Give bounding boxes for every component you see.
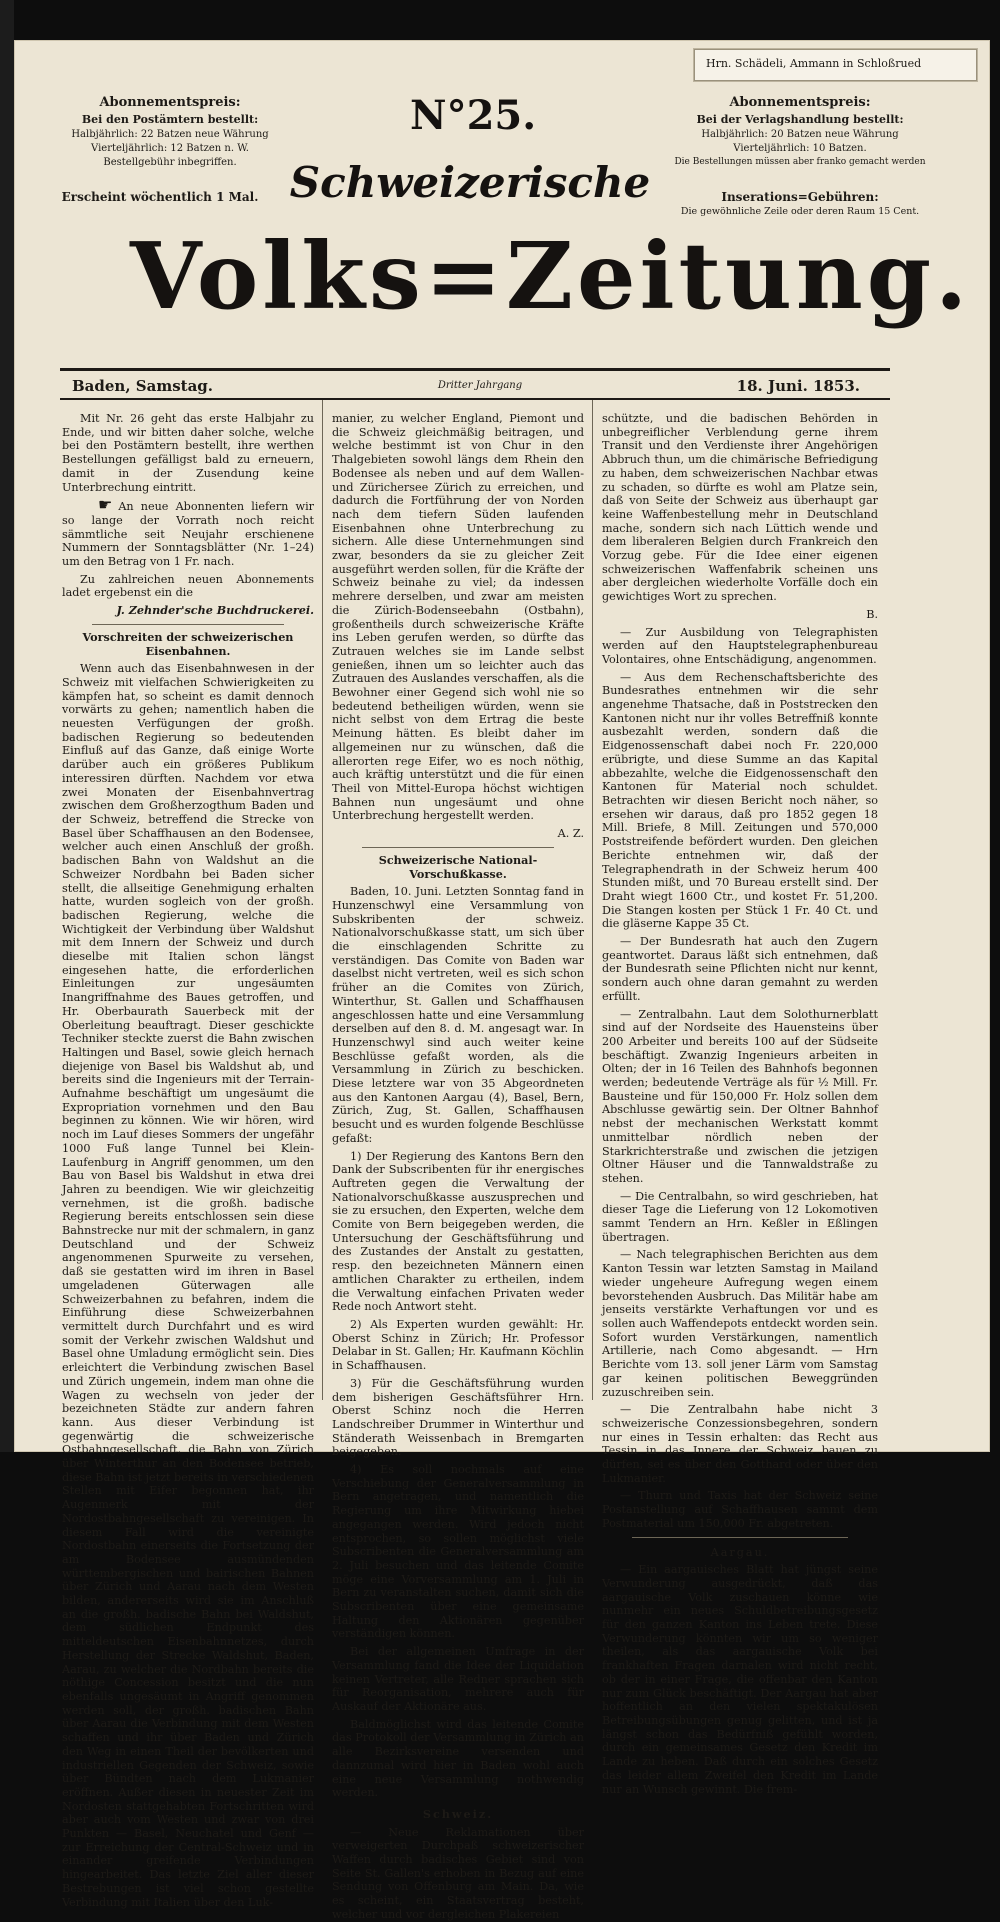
new-subscribers-notice bbox=[62, 495, 314, 569]
savings-paragraph-4: 3) Für die Geschäftsführung wurden dem bisherigen Geschäftsführer Hrn. Oberst Schinz noch die Herren Landschreiber Drummer in Winterthur und Ständerath Weissenbach in Bremgarten beigegeben. bbox=[332, 1376, 584, 1459]
masthead-title-line2: Volks=Zeitung. bbox=[130, 222, 972, 330]
left-price-line2: Vierteljährlich: 12 Batzen n. W. bbox=[91, 143, 249, 154]
aargau-paragraph-1: — Ein aargauisches Blatt hat jüngst seine Verwunderung ausgedrückt, daß das aargauische Volk zuschauen könne wie nunmehr ein neues Schuldbetreibungsgesetz für den ganzen Kanton ins Leben trete. Diese Verwunderung könnten wir um so weniger theilen, als das aargauische Volk bei frankhaften Fragen darnalen wird nicht recht, ob der in einer Frage, die offenbar den Kanton nur zum Glück beschäftigt. Der Aargau hat aber hoffentlich an den vielen spektakulösen Betreibungsübungen genug gelitten, und ist ja längst schon das Bedürfniß gefühlt worden, durch ein gemeinsames Gesetz den Kredit im Lande zu heben. Daß durch ein solches Gesetz das leider allem Zweifel den Kredit im Lande nur an Wunsch gewinnt. Die frem- bbox=[602, 1563, 878, 1796]
column-1 bbox=[62, 412, 315, 1909]
right-price-line3: Die Bestellungen müssen aber franko gemacht werden bbox=[674, 157, 926, 167]
masthead-title-line1: Schweizerische bbox=[289, 158, 651, 207]
insertion-fees-line: Die gewöhnliche Zeile oder deren Raum 15 Cent. bbox=[680, 206, 920, 217]
dateline-date: 18. Juni. 1853. bbox=[736, 377, 860, 395]
concession-report: — Die Zentralbahn habe nicht 3 schweizerische Conzessionsbegehren, sondern nur eines in Tessin erhalten: das Recht aus Tessin in das Innere der Schweiz bauen zu dürfen, sei es über den Gotthard oder über den Lukmanier. bbox=[602, 1403, 878, 1485]
address-label bbox=[693, 48, 978, 82]
telegraph-notice: — Zur Ausbildung von Telegraphisten werden auf den Hauptstelegraphenbureau Volontaires, ohne Entschädigung, angenommen. bbox=[602, 625, 878, 666]
article-railways-body: Wenn auch das Eisenbahnwesen in der Schweiz mit vielfachen Schwierigkeiten zu kämpfen hat, so scheint es damit dennoch vorwärts zu gehen; namentlich haben die neuesten Verfügungen der großh. badischen Regierung so bedeutenden Einfluß auf das Ganze, daß einige Worte darüber auch ein größeres Publikum interessiren dürften. Nachdem vor etwa zwei Monaten der Eisenbahnvertrag zwischen dem Großherzogthum Baden und der Schweiz, betreffend die Strecke von Basel über Schaffhausen an den Bodensee, welcher auch einen Anschluß der großh. badischen Bahn von Waldshut an die Schweizer Nordbahn bei Baden sicher stellt, die allseitige Genehmigung erhalten hatte, wurden sogleich von der großh. badischen Regierung, welche die Wichtigkeit der Verbindung über Waldshut mit dem Innern der Schweiz und durch dieselbe mit Italien schon längst eingesehen hatte, die erforderlichen Einleitungen zur ungesäumten Inangriffnahme des Baues getroffen, und Hr. Oberbaurath Sauerbeck mit der Oberleitung beauftragt. Dieser geschickte Techniker steckte zuerst die Bahn zwischen Haltingen und Basel, sowie gleich hernach diejenige von Basel bis Waldshut ab, und bereits sind die Ingenieurs mit der Terrain-Aufnahme beschäftigt um ungesäumt die Expropriation vornehmen und den Bau beginnen zu können. Wie wir hören, wird noch im Lauf dieses Sommers der ungefähr 1000 Fuß lange Tunnel bei Klein-Laufenburg in Angriff genommen, um den Bau von Basel bis Waldshut in etwa drei Jahren zu beendigen. Wie wir gleichzeitig vernehmen, ist die großh. badische Regierung bereits entschlossen sein diese Bahnstrecke nur mit der schmalern, in ganz Deutschland und der Schweiz angenommenen Spurweite zu versehen, daß sie gestatten wird im ihren in Basel umgeladenen Güterwagen alle Schweizerbahnen zu befahren, indem die Einführung diese Schweizerbahnen vermittelt durch Durchfahrt und es wird somit der Verkehr zwischen Waldshut und Basel ohne Umladung ermöglicht sein. Dies erleichtert die Verbindung zwischen Basel und Zürich ungemein, indem man ohne die Wagen zu wechseln von jeder der bezeichneten Städte zur andern fahren kann. Aus dieser Verbindung ist gegenwärtig die schweizerische Ostbahngesellschaft, die Bahn von Zürich über Winterthur an den Bodensee betrieb, diese Bahn ist jetzt bereits in verschiedenen Stellen mit Eifer begonnen hat, ihr Augenmerk mit der Nordostbahngesellschaft zu vereinigen. In diesem Fall wird die vereinigte Nordostbahn einerseits die Fortsetzung der am Bodensee ausmündenden württembergischen und bairischen Bahnen über Zürich und Aarau nach dem Westen bilden, andererseits wird sie im Anschluß an die großh. badische Bahn bei Waldshut, dem südlichen Endpunkt des mitteldeutschen Eisenbahnnetzes, durch Herstellung der Strecke Waldshut, Baden, Aarau, zu welcher die Nordbahn bereits die nöthige Concession besitzt und die nun ebenfalls ungesäumt in Angriff genommen werden soll, der großh. badischen Bahn über Aarau die Verbindung mit dem Westen schaffen und ihr über Baden und Zürich den Weg in einen Theil der bevölkerten und industriellen Gegenden der Schweiz, sowie über Bündten nach dem Lukmanier eröffnen. Außer diesen in neuester Zeit im Nordosten stattgehabten Fortschritten wird aber auch vom Westen und zwar von drei Punkten — Basel, Neuchatel und Genf — zur Erreichung der Central-Schweiz und in einander greifende Verbindungen hingearbeitet. Das letzte Ziel aller dieser Bestrebungen ist viel schon gestellte Verbindung mit Italien über den Luk- bbox=[62, 662, 315, 1909]
section-heading-schweiz: Schweiz. bbox=[422, 1806, 494, 1821]
dateline-rule-top bbox=[60, 368, 890, 371]
invitation-notice: Zu zahlreichen neuen Abonnements ladet ergebenst ein die bbox=[62, 572, 314, 600]
left-price-line1: Halbjährlich: 22 Batzen neue Währung bbox=[71, 129, 269, 140]
right-price-line2: Vierteljährlich: 10 Batzen. bbox=[733, 143, 867, 154]
printer-signature: J. Zehnder'sche Buchdruckerei. bbox=[116, 603, 314, 618]
publication-frequency: Erscheint wöchentlich 1 Mal. bbox=[61, 190, 259, 204]
locomotives-order: — Die Centralbahn, so wird geschrieben, hat dieser Tage die Lieferung von 12 Lokomotiven sammt Tendern an Hrn. Keßler in Eßlingen übertragen. bbox=[602, 1189, 878, 1244]
column-rule-1 bbox=[322, 400, 323, 1400]
column-3 bbox=[602, 412, 878, 1796]
article-railways-signature: A. Z. bbox=[557, 827, 584, 841]
column-rule-2 bbox=[592, 400, 593, 1400]
dateline-place: Baden, Samstag. bbox=[72, 377, 214, 395]
savings-paragraph-7: Baldmöglichst wird das leitende Comite das Protokoll der Versammlung in Zürich an alle Bezirksvereine versenden und dannzumal wird hier in Baden wohl auch eine neue Versammlung nothwendig werden. bbox=[332, 1717, 584, 1800]
savings-paragraph-5: 4) Es soll nochmals auf eine Verschiebung der Generalversammlung in Bern angetragen, und namentlich die Regierung um ihre Mitwirkung hiebei angegangen werden. Wird jedoch nicht entsprochen, so sollen möglichst viele Subscribenten die Generalversammlung am 2. Juli besuchen und das leitende Comite möge eine Vorversammlung am 1. Juli in Bern zu veranstalten suchen, damit sich die Subscribenten über eine gemeinsame Haltung den Aktionären gegenüber verständigen können. bbox=[332, 1463, 584, 1641]
insertion-fees-heading: Inserations=Gebühren: bbox=[721, 190, 879, 204]
right-price-heading: Abonnementspreis: bbox=[729, 95, 871, 110]
left-price-line3: Bestellgebühr inbegriffen. bbox=[103, 157, 237, 168]
article-heading-savings: Schweizerische National-Vorschußkasse. bbox=[378, 852, 538, 881]
ticino-report: — Nach telegraphischen Berichten aus dem Kanton Tessin war letzten Samstag in Mailand wieder ungeheure Aufregung wegen einem bevorstehenden Ausbruch. Das Militär habe am jenseits verstärkte Verhaftungen vor und es sollen auch Waffendepots entdeckt worden sein. Sofort wurden Verstärkungen, namentlich Artillerie, nach Como abgesandt. — Hrn Berichte vom 13. soll jener Lärm vom Samstag gar keinen politischen Beweggründen zuzuschreiben sein. bbox=[602, 1248, 878, 1399]
savings-paragraph-1: Baden, 10. Juni. Letzten Sonntag fand in Hunzenschwyl eine Versammlung von Subskribenten der schweiz. Nationalvorschußkasse statt, um sich über die einschlagenden Schritte zu verständigen. Das Comite von Baden war daselbst nicht vertreten, weil es sich schon früher an die Comites von Zürich, Winterthur, St. Gallen und Schaffhausen angeschlossen hatte und eine Versammlung derselben auf den 8. d. M. angesagt war. In Hunzenschwyl sind auch weiter keine Beschlüsse gefaßt worden, als die Versammlung in Zürich zu beschicken. Diese letztere war von 35 Abgeordneten aus den Kantonen Aargau (4), Basel, Bern, Zürich, Zug, St. Gallen, Schaffhausen besucht und es wurden folgende Beschlüsse gefaßt: bbox=[332, 885, 584, 1145]
article-heading-railways: Vorschreiten der schweizerischen Eisenbahnen. bbox=[82, 629, 294, 658]
column-2 bbox=[332, 412, 584, 1921]
savings-paragraph-2: 1) Der Regierung des Kantons Bern den Dank der Subscribenten für ihr energisches Auftreten gegen die Verwaltung der Nationalvorschußkasse auszusprechen und sie zu ersuchen, den Experten, welche dem Comite von Bern beigegeben werden, die Untersuchung der Geschäftsführung und des Zustandes der Anstalt zu gestatten, resp. den bezeichneten Männern einen amtlichen Charakter zu ertheilen, indem die Verwaltung einfachen Privaten weder Rede noch Antwort steht. bbox=[332, 1149, 584, 1314]
savings-paragraph-6: Bei der allgemeinen Umfrage in der Versammlung fand die Idee der Liquidation keinen Vertreter, alle Redner sprachen sich für Reorganisation, mehrere auch für Auskauf der Aktionäre aus. bbox=[332, 1645, 584, 1713]
central-railway-works: — Zentralbahn. Laut dem Solothurnerblatt sind auf der Nordseite des Hauensteins über 200 Arbeiter und bereits 100 auf der Südseite beschäftigt. Zwanzig Ingenieurs arbeiten in Olten; der in 16 Teilen des Bahnhofs begonnen werden; bedeutende Verträge als für ½ Mill. Fr. Bausteine und für 150,000 Fr. Holz sollen dem Abschlusse gewärtig sein. Der Oltner Bahnhof nebst der mechanischen Werkstatt kommt unmittelbar nördlich neben der Starkrichterstraße und zwischen die jetzigen Oltner Häuser und die Tannwaldstraße zu stehen. bbox=[602, 1007, 878, 1185]
new-subscribers-text: An neue Abonnenten liefern wir so lange der Vorrath noch reicht sämmtliche seit Neujahr erschienene Nummern der Sonntagsblätter (Nr. 1–24) um den Betrag von 1 Fr. nach. bbox=[62, 500, 314, 569]
savings-paragraph-3: 2) Als Experten wurden gewählt: Hr. Oberst Schinz in Zürich; Hr. Professor Delabar in St. Gallen; Hr. Kaufmann Köchlin in Schaffhausen. bbox=[332, 1318, 584, 1373]
renewal-notice: Mit Nr. 26 geht das erste Halbjahr zu Ende, und wir bitten daher solche, welche bei den Postämtern bestellt, ihre werthen Bestellungen gefälligst bald zu erneuern, damit in der Zusendung keine Unterbrechung eintritt. bbox=[62, 412, 314, 494]
left-price-heading: Abonnementspreis: bbox=[99, 95, 241, 110]
section-heading-aargau: Aargau. bbox=[710, 1545, 770, 1559]
dateline-rule-bottom bbox=[60, 398, 890, 400]
article-railways-continued: manier, zu welcher England, Piemont und die Schweiz gleichmäßig beitragen, und welche bestimmt ist von Chur in den Thalgebieten sowohl längs dem Rhein den Bodensee als neben und auf dem Wallen- und Zürichersee Zürich zu erreichen, und dadurch die Fortführung der von Norden nach dem tiefern Süden laufenden Eisenbahnen ohne Unterbrechung zu sichern. Alle diese Unternehmungen sind zwar, besonders da sie zu gleicher Zeit ausgeführt werden sollen, für die Kräfte der Schweiz beinahe zu viel; da indessen mehrere derselben, und zwar am meisten die Zürich-Bodenseebahn (Ostbahn), großentheils durch schweizerische Kräfte ins Leben gerufen werden, so dürfte das Zutrauen welches sie im Lande selbst genießen, ihnen um so leichter auch das Zutrauen des Auslandes verschaffen, als die Bewohner einer Gegend sich wohl nie so bedeutend betheiligen würden, wenn sie nicht selbst von dem Ertrag die beste Meinung hätten. Es bleibt daher im allgemeinen nur zu wünschen, daß die allerorten rege Eifer, wo es noch nöthig, auch kräftig unterstützt und die für einen Theil von Mittel-Europa höchst wichtigen Bahnen nun ungesäumt und ohne Unterbrechung hergestellt werden. bbox=[332, 412, 584, 823]
left-price-sub: Bei den Postämtern bestellt: bbox=[81, 113, 259, 126]
right-price-sub: Bei der Verlagshandlung bestellt: bbox=[696, 113, 904, 126]
section-divider bbox=[92, 624, 284, 625]
thurn-taxis-report: — Thurn und Taxis hat der Schweiz seine Postanstellung auf Schaffhausen sammt dem Postmaterial um 150,000 Fr. abgetreten. bbox=[602, 1489, 878, 1530]
schweiz-paragraph-continued: schützte, und die badischen Behörden in unbegreiflicher Verblendung gerne ihrem Transit und den Verdienste ihrer Angehörigen Abbruch thun, um die chimärische Befriedigung zu haben, dem schweizerischen Nachbar etwas zu schaden, so dürfte es wohl am Platze sein, daß von Seite der Schweiz aus überhaupt gar keine Waffenbestellung mehr in Deutschland mache, sondern sich nach Lüttich wende und dem liberaleren Belgien durch Frankreich den Vorzug gebe. Für die Idee einer eigenen schweizerischen Waffenfabrik scheinen uns aber dergleichen wiederholte Vorfälle doch ein gewichtiges Wort zu sprechen. bbox=[602, 412, 878, 604]
federal-report: — Aus dem Rechenschaftsberichte des Bundesrathes entnehmen wir die sehr angenehme Thatsache, daß in Poststrecken den Kantonen nicht nur ihr volles Betreffniß konnte ausbezahlt werden, sondern daß die Eidgenossenschaft dabei noch Fr. 220,000 erübrigte, und diese Summe an das Kapital abbezahlte, welche die Eidgenossenschaft den Kantonen für Material noch schuldet. Betrachten wir diesen Bericht noch näher, so ersehen wir daraus, daß pro 1852 gegen 18 Mill. Briefe, 8 Mill. Zeitungen und 570,000 Poststreifende befördert wurden. Den gleichen Berichte entnehmen wir, daß der Telegraphendrath in der Schweiz herum 400 Stunden mißt, und 70 Bureau erstellt sind. Der Draht wiegt 1600 Ctr., und kostet Fr. 51,200. Die Stangen kosten per Stück 1 Fr. 40 Ct. und die gläserne Kappe 35 Ct. bbox=[602, 670, 878, 931]
dateline-edition: Dritter Jahrgang bbox=[437, 380, 523, 391]
section-divider-2 bbox=[362, 847, 554, 848]
federal-council-reply: — Der Bundesrath hat auch den Zugern geantwortet. Daraus läßt sich entnehmen, daß der Bundesrath seine Pflichten nicht nur kennt, sondern auch ohne daran gemahnt zu werden erfüllt. bbox=[602, 935, 878, 1003]
schweiz-signature: B. bbox=[866, 607, 878, 621]
schweiz-paragraph-1: — Neue Reklamationen über verweigerten Durchpaß schweizerischer Waffen durch badisches Gebiet sind von Seite St. Gallen's erhoben in Bezug auf eine Sendung von Offenburg am Main. Da, wie es scheint, ein Staatsvertrag besteht, welcher und vor dergleichen Plakereien bbox=[332, 1825, 584, 1921]
section-divider-3 bbox=[632, 1537, 848, 1538]
page-edge bbox=[0, 0, 14, 1452]
right-price-line1: Halbjährlich: 20 Batzen neue Währung bbox=[701, 129, 899, 140]
address-label-text: Hrn. Schädeli, Ammann in Schloßrued bbox=[706, 57, 922, 70]
pointing-hand-icon: ☛ bbox=[98, 495, 113, 515]
issue-number: N°25. bbox=[410, 92, 537, 139]
